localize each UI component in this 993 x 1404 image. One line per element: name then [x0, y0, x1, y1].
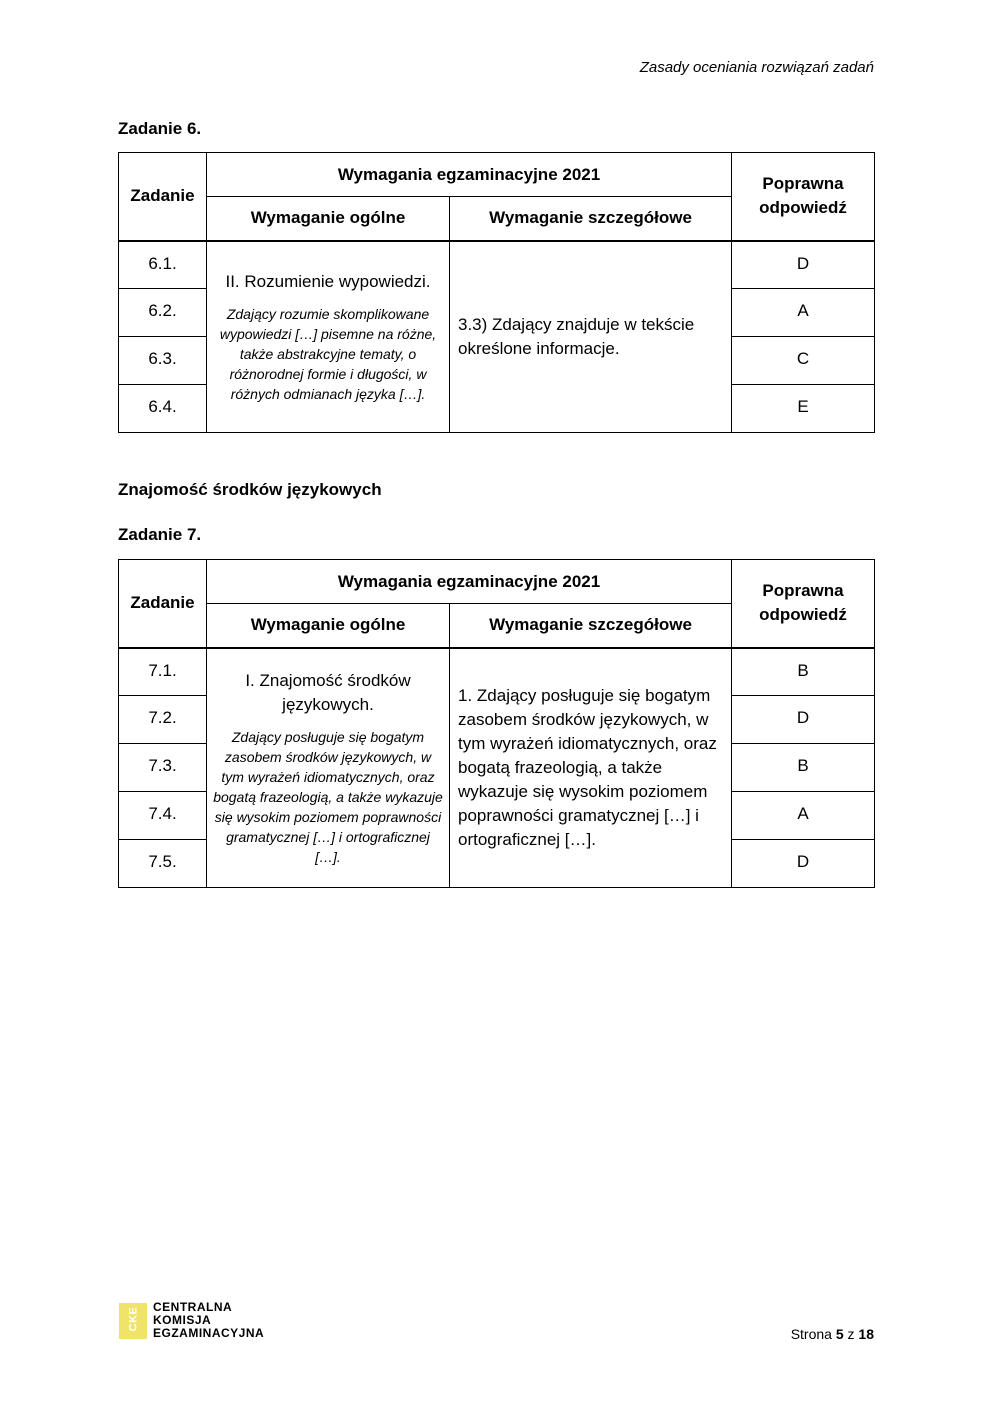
- document-header: Zasady oceniania rozwiązań zadań: [639, 59, 874, 76]
- task-number: 7.3.: [119, 744, 207, 792]
- task-number: 6.1.: [119, 241, 207, 289]
- general-requirement-title: II. Rozumienie wypowiedzi.: [225, 271, 431, 291]
- header-zadanie: Zadanie: [119, 153, 207, 241]
- header-poprawna-line2: odpowiedź: [759, 605, 847, 625]
- cke-logo-text: [153, 1301, 264, 1340]
- page-prefix: Strona: [790, 1326, 832, 1342]
- header-wymagania: Wymagania egzaminacyjne 2021: [207, 153, 732, 197]
- correct-answer: D: [732, 840, 875, 888]
- header-poprawna-line1: Poprawna: [762, 581, 844, 601]
- correct-answer: D: [732, 241, 875, 289]
- general-requirement: [207, 648, 450, 888]
- logo-line-1: CENTRALNA: [153, 1300, 233, 1314]
- header-szczegolowe: Wymaganie szczegółowe: [450, 604, 732, 648]
- task-number: 7.5.: [119, 840, 207, 888]
- general-requirement: [207, 241, 450, 433]
- general-requirement-title: I. Znajomość środków językowych.: [245, 670, 411, 714]
- specific-requirement: 1. Zdający posługuje się bogatym zasobem środków językowych, w tym wyrażeń idiomatycznych, oraz bogatą frazeologią, a także wykazuje się wysokim poziomem poprawności gramatycznej […] i ortograficznej […].: [450, 648, 732, 888]
- header-poprawna: [732, 153, 875, 241]
- general-requirement-description: Zdający rozumie skomplikowane wypowiedzi […] pisemne na różne, także abstrakcyjne tematy, o różnorodnej formie i długości, w różnych odmianach języka […].: [219, 305, 437, 402]
- header-wymagania: Wymagania egzaminacyjne 2021: [207, 560, 732, 604]
- task-number: 6.3.: [119, 337, 207, 385]
- cke-logo: [119, 1301, 264, 1340]
- task-7-heading: Zadanie 7.: [118, 525, 202, 544]
- header-ogolne: Wymaganie ogólne: [207, 197, 450, 241]
- correct-answer: E: [732, 385, 875, 433]
- header-szczegolowe: Wymaganie szczegółowe: [450, 197, 732, 241]
- page-total: 18: [858, 1326, 874, 1342]
- cke-logo-mark-text: CKE: [127, 1306, 140, 1331]
- task-6-heading: Zadanie 6.: [118, 119, 202, 138]
- correct-answer: C: [732, 337, 875, 385]
- page-separator: z: [847, 1326, 855, 1342]
- task-number: 7.2.: [119, 696, 207, 744]
- general-requirement-description: Zdający posługuje się bogatym zasobem środków językowych, w tym wyrażeń idiomatycznych, oraz bogatą frazeologią, a także wykazuje się wysokim poziomem poprawności gramatycznej […] i ortograficznej […].: [213, 728, 443, 865]
- correct-answer: B: [732, 744, 875, 792]
- header-ogolne: Wymaganie ogólne: [207, 604, 450, 648]
- header-poprawna-line2: odpowiedź: [759, 198, 847, 218]
- header-poprawna: [732, 560, 875, 648]
- correct-answer: B: [732, 648, 875, 696]
- correct-answer: D: [732, 696, 875, 744]
- page-current: 5: [835, 1326, 844, 1342]
- correct-answer: A: [732, 289, 875, 337]
- task-7-table: [118, 559, 875, 888]
- cke-logo-mark: [119, 1303, 147, 1339]
- task-number: 7.1.: [119, 648, 207, 696]
- header-zadanie: Zadanie: [119, 560, 207, 648]
- page-number: [791, 1326, 874, 1342]
- header-poprawna-line1: Poprawna: [762, 174, 844, 194]
- correct-answer: A: [732, 792, 875, 840]
- specific-requirement: 3.3) Zdający znajduje w tekście określone informacje.: [450, 241, 732, 433]
- logo-line-3: EGZAMINACYJNA: [153, 1326, 265, 1340]
- task-number: 6.4.: [119, 385, 207, 433]
- task-number: 7.4.: [119, 792, 207, 840]
- section-title: Znajomość środków językowych: [118, 480, 382, 499]
- logo-line-2: KOMISJA: [153, 1313, 212, 1327]
- task-number: 6.2.: [119, 289, 207, 337]
- task-6-table: [118, 152, 875, 433]
